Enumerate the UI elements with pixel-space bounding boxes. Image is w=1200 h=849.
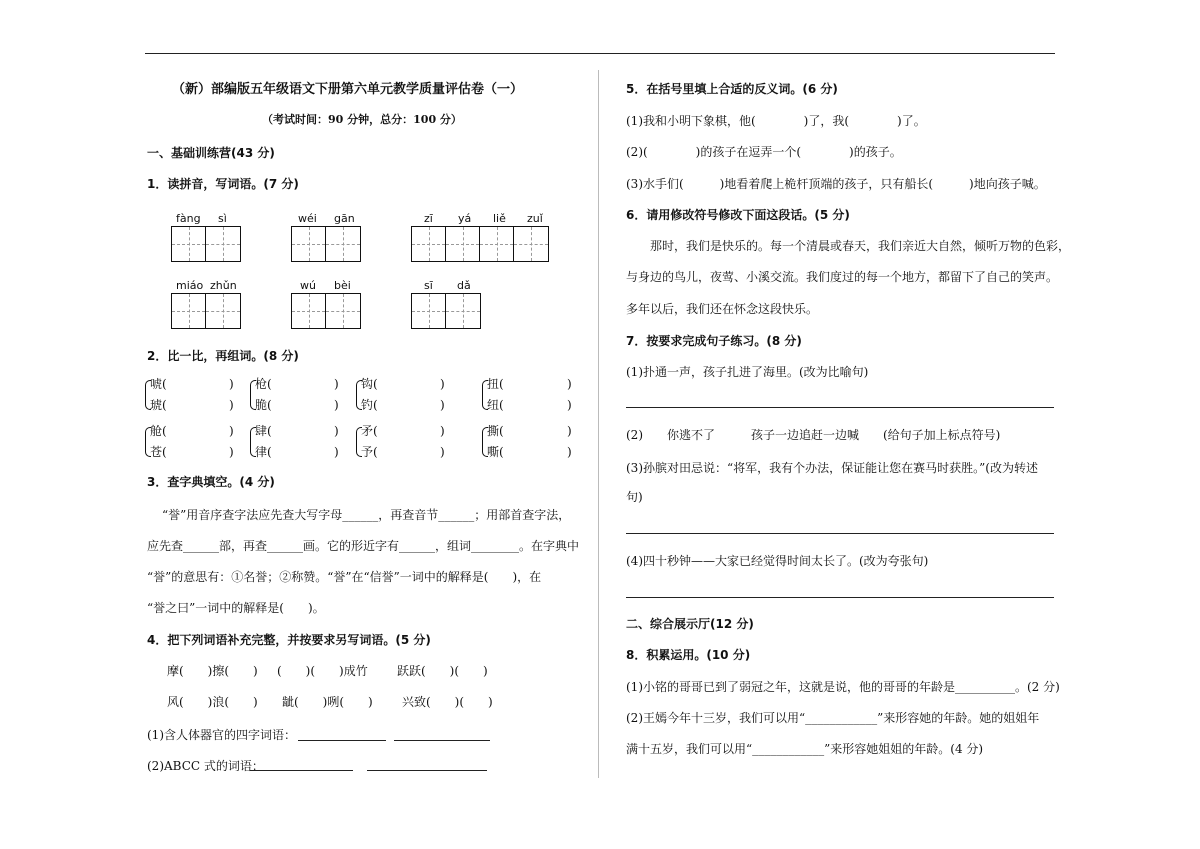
paren-close: ) bbox=[440, 424, 445, 438]
paren-close: ) bbox=[567, 377, 572, 391]
compare-word: 钩( bbox=[361, 377, 378, 391]
top-rule bbox=[145, 53, 1055, 54]
pinyin: dǎ bbox=[457, 279, 471, 292]
compare-word: 扭( bbox=[487, 377, 504, 391]
pinyin: sì bbox=[218, 212, 227, 225]
q3-line: 应先查______部，再查______画。它的形近字有______，组词________。在字典中 bbox=[147, 539, 580, 553]
q5-line: (3)水手们( )地看着爬上桅杆顶端的孩子，只有船长( )地向孩子喊。 bbox=[626, 177, 1046, 191]
q4-word: 龇( )咧( ) bbox=[282, 695, 373, 709]
page-title: （新）部编版五年级语文下册第六单元教学质量评估卷（一） bbox=[172, 82, 524, 97]
q7-s1: (1)扑通一声，孩子扎进了海里。(改为比喻句) bbox=[626, 365, 869, 379]
paren-close: ) bbox=[567, 445, 572, 459]
pinyin: wéi bbox=[298, 212, 317, 225]
compare-word: 唬( bbox=[150, 377, 167, 391]
paren-close: ) bbox=[229, 398, 234, 412]
paren-close: ) bbox=[229, 377, 234, 391]
q5-label: 5．在括号里填上合适的反义词。(6 分) bbox=[626, 82, 838, 96]
column-divider bbox=[598, 70, 599, 778]
pinyin: gān bbox=[334, 212, 355, 225]
q3-line: “誉”用音序查字法应先查大写字母______，再查音节______；用部首查字法， bbox=[162, 508, 571, 522]
q8-s2: (2)王嫣今年十三岁，我们可以用“____________”来形容她的年龄。她的姐姐年 bbox=[626, 711, 1040, 725]
compare-word: 钓( bbox=[361, 398, 378, 412]
q3-label: 3．查字典填空。(4 分) bbox=[147, 475, 275, 489]
pinyin: sī bbox=[424, 279, 433, 292]
q6-line: 与身边的鸟儿，夜莺、小溪交流。我们度过的每一个地方，都留下了自己的笑声。 bbox=[626, 270, 1059, 284]
pinyin: miáo bbox=[176, 279, 204, 292]
q5-line: (2)( )的孩子在逗弄一个( )的孩子。 bbox=[626, 145, 902, 159]
q7-s4: (4)四十秒钟——大家已经觉得时间太长了。(改为夸张句) bbox=[626, 554, 929, 568]
paren-close: ) bbox=[334, 445, 339, 459]
pinyin: yá bbox=[458, 212, 472, 225]
compare-word: 矛( bbox=[361, 424, 378, 438]
q1-label: 1．读拼音，写词语。(7 分) bbox=[147, 177, 299, 191]
writing-grid[interactable] bbox=[171, 293, 241, 329]
compare-word: 予( bbox=[361, 445, 378, 459]
paren-close: ) bbox=[334, 424, 339, 438]
q7-s2: (2) 你逃不了 孩子一边追赶一边喊 (给句子加上标点符号) bbox=[626, 428, 1001, 442]
paren-close: ) bbox=[440, 445, 445, 459]
pinyin: wú bbox=[300, 279, 316, 292]
section-1-heading: 一、基础训练营(43 分) bbox=[147, 146, 275, 160]
writing-grid[interactable] bbox=[291, 293, 361, 329]
pinyin: fàng bbox=[176, 212, 201, 225]
q4-sub2: (2)ABCC 式的词语： bbox=[147, 759, 264, 773]
compare-word: 枪( bbox=[255, 377, 272, 391]
answer-line[interactable] bbox=[298, 740, 386, 741]
q8-s1: (1)小铭的哥哥已到了弱冠之年，这就是说，他的哥哥的年龄是__________。(2 分) bbox=[626, 680, 1060, 694]
paren-close: ) bbox=[567, 424, 572, 438]
writing-grid[interactable] bbox=[171, 226, 241, 262]
paren-close: ) bbox=[440, 398, 445, 412]
paren-close: ) bbox=[229, 445, 234, 459]
writing-grid[interactable] bbox=[411, 226, 549, 262]
paren-close: ) bbox=[567, 398, 572, 412]
answer-line[interactable] bbox=[626, 407, 1054, 408]
section-2-heading: 二、综合展示厅(12 分) bbox=[626, 617, 754, 631]
pinyin: zī bbox=[424, 212, 433, 225]
compare-word: 肆( bbox=[255, 424, 272, 438]
q8-s2: 满十五岁，我们可以用“____________”来形容她姐姐的年龄。(4 分) bbox=[626, 742, 984, 756]
q3-line: “誉之曰”一词中的解释是( )。 bbox=[147, 601, 325, 615]
paren-close: ) bbox=[334, 377, 339, 391]
compare-word: 琥( bbox=[150, 398, 167, 412]
q4-label: 4．把下列词语补充完整，并按要求另写词语。(5 分) bbox=[147, 633, 431, 647]
q7-label: 7．按要求完成句子练习。(8 分) bbox=[626, 334, 802, 348]
q4-sub1: (1)含人体器官的四字词语： bbox=[147, 728, 296, 742]
q4-word: 摩( )擦( ) bbox=[167, 664, 258, 678]
paren-close: ) bbox=[334, 398, 339, 412]
q3-line: “誉”的意思有：①名誉；②称赞。“誉”在“信誉”一词中的解释是( )，在 bbox=[147, 570, 542, 584]
q7-s3: (3)孙膑对田忌说：“将军，我有个办法，保证能让您在赛马时获胜。”(改为转述 bbox=[626, 461, 1038, 475]
pinyin: liě bbox=[493, 212, 506, 225]
answer-line[interactable] bbox=[367, 770, 487, 771]
answer-line[interactable] bbox=[250, 770, 353, 771]
q8-label: 8．积累运用。(10 分) bbox=[626, 648, 751, 662]
q2-label: 2．比一比，再组词。(8 分) bbox=[147, 349, 299, 363]
compare-word: 律( bbox=[255, 445, 272, 459]
compare-word: 纽( bbox=[487, 398, 504, 412]
q4-word: ( )( )成竹 bbox=[277, 664, 368, 678]
paren-close: ) bbox=[440, 377, 445, 391]
pinyin: zhǔn bbox=[210, 279, 237, 292]
q6-label: 6．请用修改符号修改下面这段话。(5 分) bbox=[626, 208, 850, 222]
compare-word: 苍( bbox=[150, 445, 167, 459]
q6-line: 多年以后，我们还在怀念这段快乐。 bbox=[626, 302, 819, 316]
q4-word: 兴致( )( ) bbox=[402, 695, 493, 709]
compare-word: 舱( bbox=[150, 424, 167, 438]
pinyin: zuǐ bbox=[527, 212, 543, 225]
q6-line: 那时，我们是快乐的。每一个清晨或春天，我们亲近大自然，倾听万物的色彩， bbox=[650, 239, 1071, 253]
compare-word: 脆( bbox=[255, 398, 272, 412]
q5-line: (1)我和小明下象棋，他( )了，我( )了。 bbox=[626, 114, 926, 128]
compare-word: 撕( bbox=[487, 424, 504, 438]
compare-word: 嘶( bbox=[487, 445, 504, 459]
writing-grid[interactable] bbox=[291, 226, 361, 262]
exam-info: （考试时间：90 分钟，总分：100 分） bbox=[262, 113, 462, 126]
answer-line[interactable] bbox=[626, 533, 1054, 534]
q4-word: 跃跃( )( ) bbox=[397, 664, 488, 678]
paren-close: ) bbox=[229, 424, 234, 438]
q4-word: 风( )浪( ) bbox=[167, 695, 258, 709]
answer-line[interactable] bbox=[394, 740, 490, 741]
answer-line[interactable] bbox=[626, 597, 1054, 598]
pinyin: bèi bbox=[334, 279, 351, 292]
q7-s3: 句) bbox=[626, 490, 643, 504]
writing-grid[interactable] bbox=[411, 293, 481, 329]
